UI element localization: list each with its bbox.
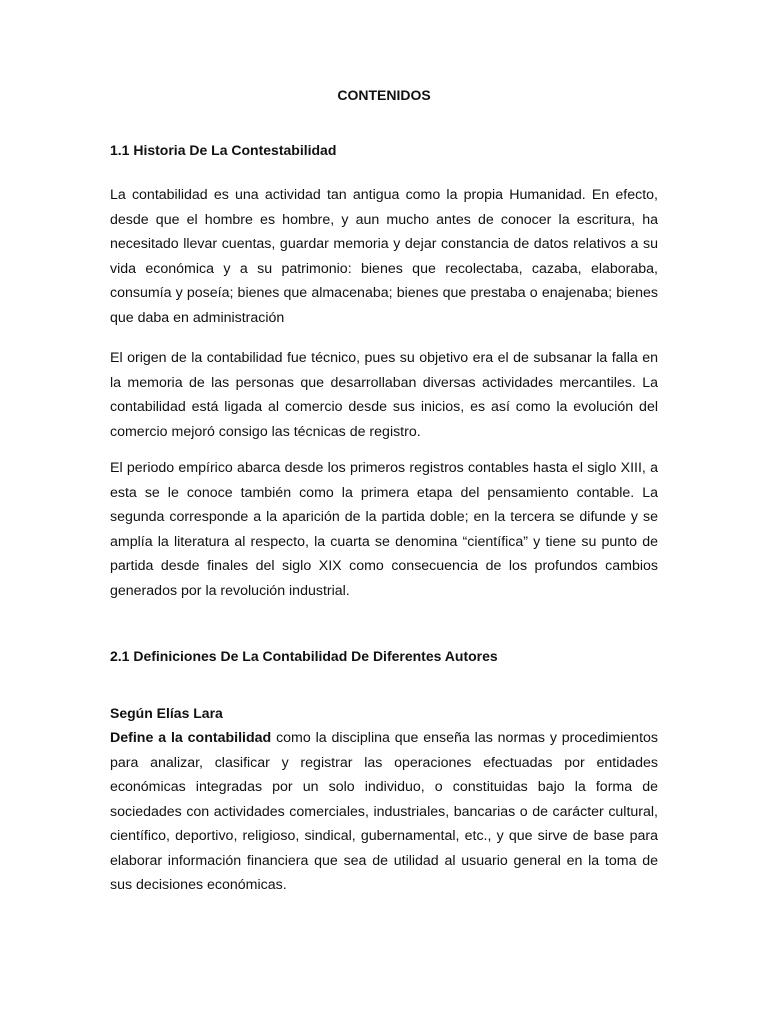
paragraph-historia-1: La contabilidad es una actividad tan antigua como la propia Humanidad. En efecto, desde que el hombre es hombre, y aun mucho antes de conocer la escritura, ha necesitado llevar cuentas, guardar memoria y dejar constancia de datos relativos a su vida económica y a su patrimonio: bienes que recolectaba, cazaba, elaboraba, consumía y poseía; bienes que almacenaba; bienes que prestaba o enajenaba; bienes que daba en administración [110, 187, 658, 326]
definition-text: como la disciplina que enseña las normas y procedimientos para analizar, clasificar y registrar las operaciones efectuadas por entidades económicas integradas por un solo individuo, o constituidas bajo la forma de sociedades con actividades comerciales, industriales, bancarias o de carácter cultural, científico, deportivo, religioso, sindical, gubernamental, etc., y que sirve de base para elaborar información financiera que sea de utilidad al usuario general en la toma de sus decisiones económicas. [110, 730, 658, 893]
author-subheading: Según Elías Lara [110, 705, 223, 721]
paragraph-definicion-lara [110, 726, 658, 898]
paragraph-historia-3: El periodo empírico abarca desde los primeros registros contables hasta el siglo XIII, a esta se le conoce también como la primera etapa del pensamiento contable. La segunda corresponde a la aparición de la partida doble; en la tercera se difunde y se amplía la literatura al respecto, la cuarta se denomina “científica” y tiene su punto de partida desde finales del siglo XIX como consecuencia de los profundos cambios generados por la revolución industrial. [110, 460, 658, 599]
section-heading-historia: 1.1 Historia De La Contestabilidad [110, 142, 337, 158]
definition-lead-bold: Define a la contabilidad [110, 730, 272, 746]
section-heading-definiciones: 2.1 Definiciones De La Contabilidad De Diferentes Autores [110, 648, 498, 664]
paragraph-historia-2: El origen de la contabilidad fue técnico, pues su objetivo era el de subsanar la falla en la memoria de las personas que desarrollaban diversas actividades mercantiles. La contabilidad está ligada al comercio desde sus inicios, es así como la evolución del comercio mejoró consigo las técnicas de registro. [110, 350, 658, 440]
page-title: CONTENIDOS [337, 87, 431, 103]
